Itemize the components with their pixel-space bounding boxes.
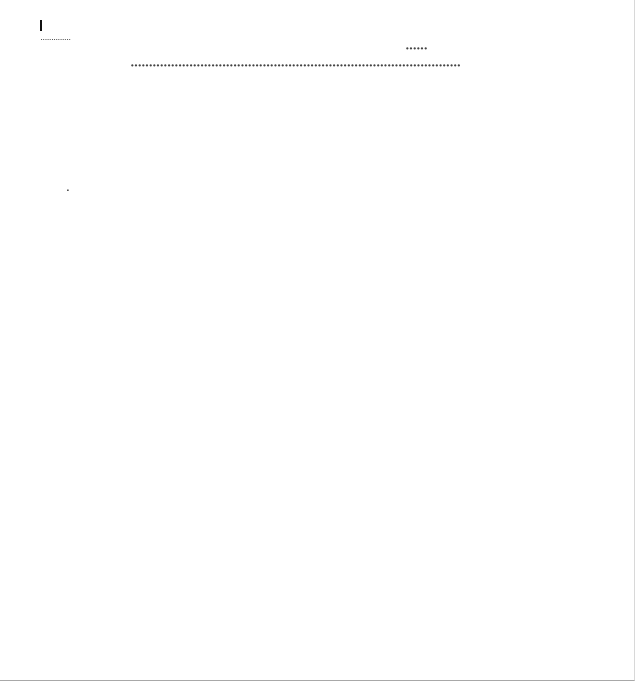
- tab-leader: ··············: [40, 34, 71, 45]
- date-line: [40, 32, 73, 48]
- addressee-line-1: [405, 42, 427, 58]
- text-cursor: [40, 20, 42, 31]
- list-item-2: .: [66, 179, 70, 194]
- addressee-line-2: [130, 59, 467, 75]
- tab-leader: ······: [405, 42, 428, 57]
- tab-leader: ··························································································: [130, 59, 461, 74]
